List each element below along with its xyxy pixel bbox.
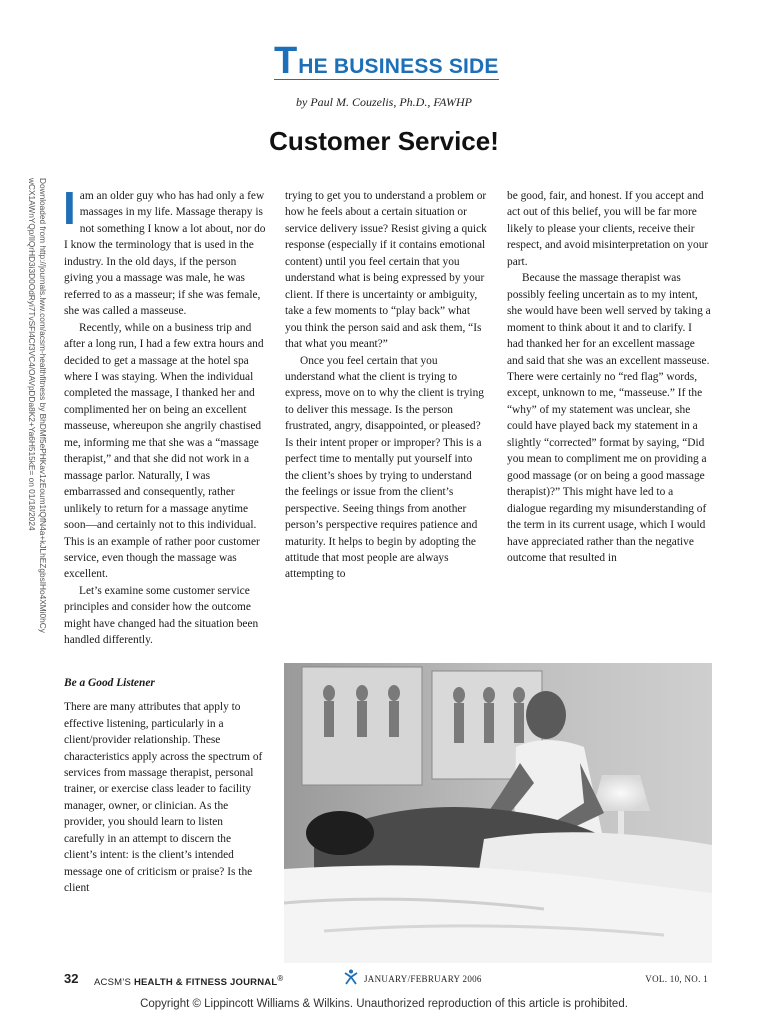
paragraph: There are many attributes that apply to effective listening, particularly in a client/provider relationship. These characteristics apply across the spectrum of services from massage therapist, personal trainer, or exercise class leader to facility manager, owner, or clinician. As the provider, you should learn to listen carefully in an attempt to discern the client’s intent: is the client’s intended message one of criticism or praise? Is the client (64, 701, 263, 895)
paragraph: trying to get you to understand a problem or how he feels about a certain situation or service delivery issue? Resist giving a quick response (especially if it contains emotional content) until you feel certain that you understand what is being expressed by your client. If there is uncertainty or ambiguity, take a few moments to “play back” what you think the person said and ask them, “Is that what you meant?” (285, 190, 487, 351)
volume-number: VOL. 10, NO. 1 (645, 974, 708, 984)
byline: by Paul M. Couzelis, Ph.D., FAWHP (296, 95, 472, 109)
column-1 (63, 182, 266, 897)
massage-photo (284, 663, 712, 963)
paragraph: Because the massage therapist was possibly feeling uncertain as to my intent, she would have been well served by taking a moment to think about it and to clarify. I had thanked her for an excellent massage and said that she was an excellent masseuse. There were certainly no “red flag” words, except, unknown to me, “masseuse.” If the “why” of my statement was unclear, she could have played back my statement in a slightly “corrected” format by saying, “Did you mean to compliment me on providing a good massage (or on being a good massage therapist)?” This might have led to a dialogue regarding my misunderstanding of the term in its current usage, which I would have appreciated rather than the negative outcome that resulted in (507, 272, 711, 564)
subheading: Be a Good Listener (64, 676, 155, 689)
download-notice: Downloaded from http://journals.lww.com/acsm-healthfitness by BhDMf5ePHKav1zEoum1tQfN4a+kJLhEZgbsIHo4XMi0hCywCX1AWnYQp/IlQrHD3i3D0OdRyi7TvSFl4Cf3VC4/OAVpDDa8K2+Ya6H515kE= on 01/18/2024 (27, 178, 48, 633)
column-3 (507, 188, 711, 566)
section-heading-text: HE BUSINESS SIDE (298, 55, 499, 78)
article-title: Customer Service! (269, 126, 499, 156)
issue-date: JANUARY/FEBRUARY 2006 (364, 974, 482, 984)
column-2 (285, 188, 488, 583)
journal-logo-icon (344, 969, 358, 988)
journal-name: ACSM’S HEALTH & FITNESS JOURNAL® (94, 974, 284, 989)
paragraph (63, 182, 266, 320)
paragraph: be good, fair, and honest. If you accept and act out of this belief, you will be far more likely to please your clients, receive their respect, and avoid misinterpretation on your part. (507, 190, 709, 268)
page-footer (64, 971, 708, 990)
section-heading-initial: T (274, 40, 298, 82)
paragraph: Once you feel certain that you understand what the client is trying to express, move on to why the client is trying to deliver this message. Is the person frustrated, angry, disappointed, or pleased? Is their intent proper or improper? This is a perfect time to mentally put yourself into the client’s shoes by trying to understand the feelings or issue from the client’s perspective. Seeing things from another person’s perspective requires patience and maturity. It helps to begin by adopting the attitude that most people are always attempting to (285, 354, 484, 581)
copyright-notice: Copyright © Lippincott Williams & Wilkins. Unauthorized reproduction of this article is prohibited. (140, 998, 628, 1010)
paragraph: Let’s examine some customer service principles and consider how the outcome might have changed had the situation been handled differently. (64, 584, 259, 647)
drop-cap: I (63, 182, 76, 234)
paragraph: Recently, while on a business trip and after a long run, I had a few extra hours and decided to get a massage at the hotel spa where I was staying. When the individual completed the massage, I thanked her and complimented her on being an excellent masseuse, whereupon she angrily chastised me, informing me that she was a “massage therapist,” and that she did not work in a massage parlor. Naturally, I was embarrassed and consequently, rather unlikely to return for a massage anytime soon—and certainly not to this individual. This is an example of rather poor customer service, even though the massage was excellent. (64, 321, 264, 581)
paragraph-text: am an older guy who has had only a few massages in my life. Massage therapy is not something I know a lot about, nor do I know the terminology that is used in the industry. In the old days, if the person giving you a massage was male, he was referred to as a masseur; if she was female, she was called a masseuse. (64, 190, 266, 318)
section-heading (274, 40, 499, 82)
page-number: 32 (64, 971, 79, 986)
